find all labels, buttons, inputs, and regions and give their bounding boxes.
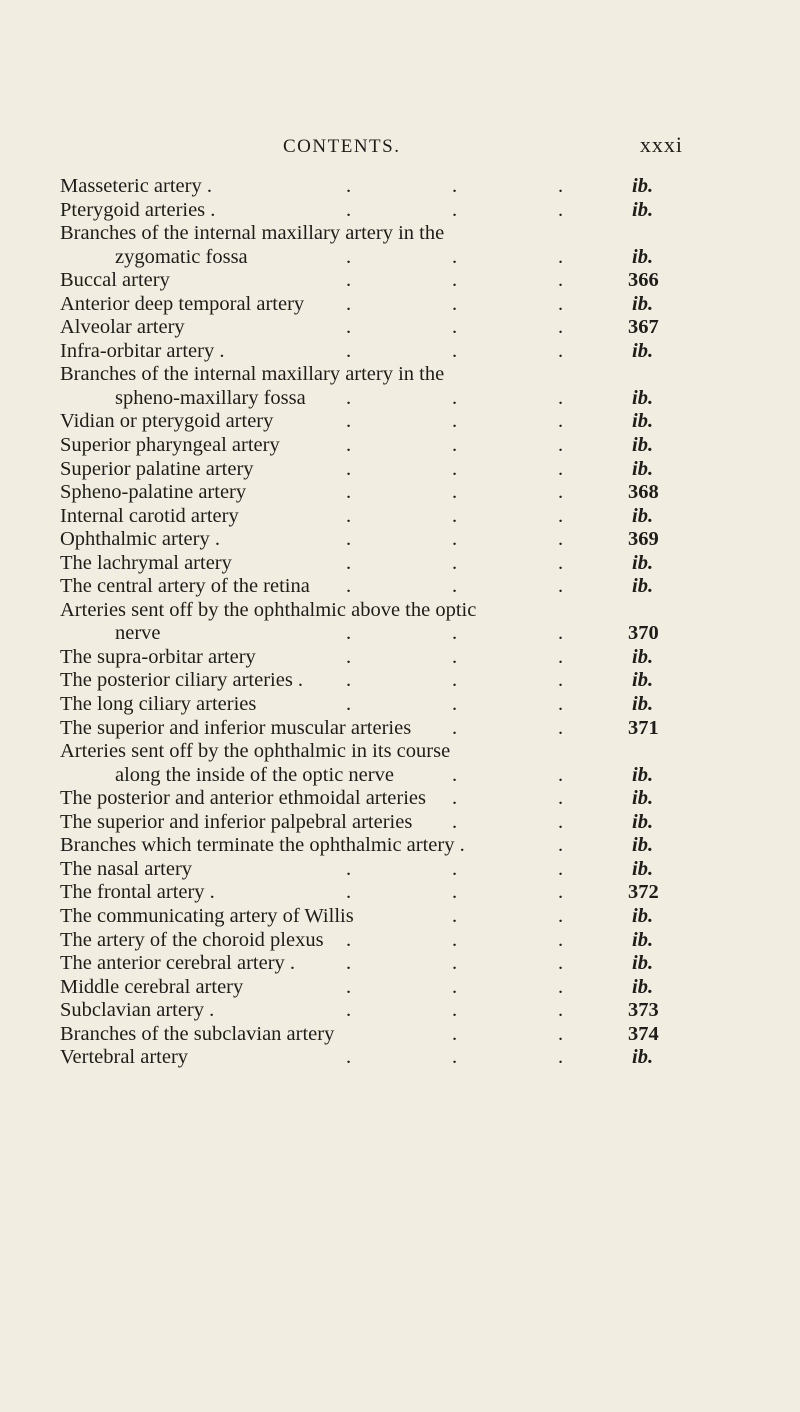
leader-dot: . <box>346 622 352 645</box>
leader-dot: . <box>452 175 458 197</box>
entry-page: ib. <box>632 292 654 315</box>
leader-dot: . <box>558 245 564 268</box>
leader-dot: . <box>346 669 352 692</box>
contents-entry <box>60 1023 690 1047</box>
entry-label: Masseteric artery . <box>60 175 212 197</box>
entry-page: 370 <box>628 622 659 645</box>
leader-dot: . <box>452 669 458 692</box>
leader-dot: . <box>558 504 564 527</box>
leader-dot: . <box>346 410 352 433</box>
contents-entry <box>60 175 690 199</box>
entry-label: The central artery of the retina <box>60 575 310 598</box>
leader-dot: . <box>558 693 564 716</box>
entry-page: ib. <box>632 410 654 433</box>
entry-page: ib. <box>632 339 654 362</box>
leader-dot: . <box>452 763 458 786</box>
entry-label: The superior and inferior muscular arteries <box>60 716 412 739</box>
leader-dot: . <box>452 551 458 574</box>
entry-page: ib. <box>632 763 654 786</box>
entry-page: ib. <box>632 669 654 692</box>
leader-dot: . <box>452 316 458 339</box>
leader-dot: . <box>346 269 352 292</box>
entry-label: The posterior ciliary arteries . <box>60 669 304 692</box>
entry-label: Spheno-palatine artery <box>60 481 247 504</box>
leader-dot: . <box>558 622 564 645</box>
leader-dot: . <box>452 622 458 645</box>
leader-dot: . <box>346 339 352 362</box>
leader-dot: . <box>452 528 458 551</box>
leader-dot: . <box>346 952 352 975</box>
leader-dot: . <box>558 481 564 504</box>
entry-page: 371 <box>628 716 659 739</box>
entry-page: ib. <box>632 834 654 857</box>
entry-page: ib. <box>632 175 654 197</box>
entry-label: Arteries sent off by the ophthalmic in its course <box>60 740 451 763</box>
leader-dot: . <box>558 292 564 315</box>
leader-dot: . <box>452 386 458 409</box>
entry-label: Vidian or pterygoid artery <box>60 410 274 433</box>
leader-dot: . <box>558 198 564 221</box>
entry-label: The supra-orbitar artery <box>60 645 256 668</box>
entry-label: Ophthalmic artery . <box>60 528 220 551</box>
entry-page: ib. <box>632 245 654 268</box>
contents-entry <box>60 340 690 364</box>
leader-dot: . <box>558 1046 564 1069</box>
leader-dot: . <box>452 928 458 951</box>
leader-dot: . <box>558 410 564 433</box>
entry-label: The artery of the choroid plexus <box>60 928 324 951</box>
entry-page: ib. <box>632 810 654 833</box>
entry-label: Anterior deep temporal artery <box>60 292 305 315</box>
entry-label: The communicating artery of Willis <box>60 904 354 927</box>
contents-entry <box>60 717 690 741</box>
leader-dot: . <box>452 904 458 927</box>
leader-dot: . <box>346 175 352 197</box>
entry-label: The posterior and anterior ethmoidal arteries <box>60 787 427 810</box>
entry-page: ib. <box>632 645 654 668</box>
contents-entry <box>60 764 690 788</box>
leader-dot: . <box>346 975 352 998</box>
leader-dot: . <box>452 434 458 457</box>
leader-dot: . <box>558 645 564 668</box>
entry-page: 374 <box>628 1022 659 1045</box>
entry-label: Buccal artery <box>60 269 170 292</box>
leader-dot: . <box>346 857 352 880</box>
entry-label: Alveolar artery <box>60 316 185 339</box>
entry-page: ib. <box>632 1046 654 1069</box>
contents-entry <box>60 669 690 693</box>
contents-entry <box>60 787 690 811</box>
entry-page: ib. <box>632 928 654 951</box>
entry-label: The superior and inferior palpebral arteries <box>60 810 413 833</box>
entry-label: The lachrymal artery <box>60 551 232 574</box>
leader-dot: . <box>346 1046 352 1069</box>
leader-dot: . <box>558 1022 564 1045</box>
contents-entry <box>60 199 690 223</box>
entry-page: 368 <box>628 481 659 504</box>
entry-page: ib. <box>632 434 654 457</box>
contents-entry <box>60 999 690 1023</box>
leader-dot: . <box>558 975 564 998</box>
entry-label: Subclavian artery . <box>60 999 215 1022</box>
leader-dot: . <box>558 857 564 880</box>
contents-entry <box>60 952 690 976</box>
entry-label: along the inside of the optic nerve <box>115 763 394 786</box>
leader-dot: . <box>452 410 458 433</box>
leader-dot: . <box>346 693 352 716</box>
leader-dot: . <box>558 457 564 480</box>
entry-page: ib. <box>632 857 654 880</box>
leader-dot: . <box>452 198 458 221</box>
leader-dot: . <box>346 928 352 951</box>
entry-label: The nasal artery <box>60 857 193 880</box>
leader-dot: . <box>452 504 458 527</box>
leader-dot: . <box>452 645 458 668</box>
leader-dot: . <box>346 316 352 339</box>
contents-entry <box>60 693 690 717</box>
leader-dot: . <box>558 434 564 457</box>
contents-entry <box>60 481 690 505</box>
leader-dot: . <box>452 999 458 1022</box>
contents-entry <box>60 858 690 882</box>
page-header <box>283 130 683 160</box>
contents-entry <box>60 458 690 482</box>
contents-entry <box>60 363 690 387</box>
contents-entry <box>60 552 690 576</box>
leader-dot: . <box>558 575 564 598</box>
running-title: CONTENTS. <box>283 136 401 157</box>
entry-label: Branches which terminate the ophthalmic artery . <box>60 834 465 857</box>
leader-dot: . <box>346 645 352 668</box>
contents-entry <box>60 881 690 905</box>
leader-dot: . <box>452 952 458 975</box>
leader-dot: . <box>452 810 458 833</box>
entry-label: Superior palatine artery <box>60 457 254 480</box>
contents-entry <box>60 929 690 953</box>
entry-label: Branches of the internal maxillary artery in the <box>60 222 445 245</box>
leader-dot: . <box>452 457 458 480</box>
entry-page: ib. <box>632 787 654 810</box>
leader-dot: . <box>452 269 458 292</box>
leader-dot: . <box>558 881 564 904</box>
leader-dot: . <box>346 999 352 1022</box>
leader-dot: . <box>452 975 458 998</box>
contents-entry <box>60 528 690 552</box>
contents-entry <box>60 1046 690 1070</box>
contents-entry <box>60 434 690 458</box>
leader-dot: . <box>346 481 352 504</box>
leader-dot: . <box>558 175 564 197</box>
contents-entry <box>60 293 690 317</box>
entry-page: ib. <box>632 575 654 598</box>
leader-dot: . <box>346 504 352 527</box>
leader-dot: . <box>452 481 458 504</box>
contents-entry <box>60 246 690 270</box>
leader-dot: . <box>452 857 458 880</box>
leader-dot: . <box>452 292 458 315</box>
leader-dot: . <box>346 434 352 457</box>
contents-entry <box>60 505 690 529</box>
leader-dot: . <box>452 1022 458 1045</box>
leader-dot: . <box>346 575 352 598</box>
entry-page: 372 <box>628 881 659 904</box>
contents-entry <box>60 740 690 764</box>
contents-entry <box>60 905 690 929</box>
leader-dot: . <box>558 339 564 362</box>
entry-page: ib. <box>632 198 654 221</box>
leader-dot: . <box>346 245 352 268</box>
entry-label: The frontal artery . <box>60 881 215 904</box>
leader-dot: . <box>452 787 458 810</box>
leader-dot: . <box>558 551 564 574</box>
entry-label: zygomatic fossa <box>115 245 248 268</box>
entry-page: ib. <box>632 551 654 574</box>
entry-page: ib. <box>632 693 654 716</box>
leader-dot: . <box>558 834 564 857</box>
entry-label: Arteries sent off by the ophthalmic above the optic <box>60 598 477 621</box>
entry-label: nerve <box>115 622 161 645</box>
contents-entry <box>60 269 690 293</box>
contents-entry <box>60 811 690 835</box>
leader-dot: . <box>452 245 458 268</box>
leader-dot: . <box>558 928 564 951</box>
contents-entry <box>60 646 690 670</box>
entry-label: Infra-orbitar artery . <box>60 339 225 362</box>
leader-dot: . <box>452 575 458 598</box>
leader-dot: . <box>346 528 352 551</box>
contents-entry <box>60 976 690 1000</box>
leader-dot: . <box>558 999 564 1022</box>
leader-dot: . <box>452 716 458 739</box>
entry-label: The long ciliary arteries <box>60 693 257 716</box>
contents-entry <box>60 410 690 434</box>
leader-dot: . <box>558 810 564 833</box>
entry-page: 366 <box>628 269 659 292</box>
entry-page: ib. <box>632 386 654 409</box>
leader-dot: . <box>452 1046 458 1069</box>
entry-page: 367 <box>628 316 659 339</box>
leader-dot: . <box>558 763 564 786</box>
leader-dot: . <box>452 339 458 362</box>
entry-page: ib. <box>632 975 654 998</box>
leader-dot: . <box>452 693 458 716</box>
entry-page: 369 <box>628 528 659 551</box>
contents-entry <box>60 222 690 246</box>
entry-label: Internal carotid artery <box>60 504 239 527</box>
leader-dot: . <box>558 316 564 339</box>
leader-dot: . <box>558 716 564 739</box>
contents-list <box>60 175 690 1070</box>
leader-dot: . <box>558 528 564 551</box>
leader-dot: . <box>346 198 352 221</box>
entry-label: spheno-maxillary fossa <box>115 386 306 409</box>
contents-entry <box>60 622 690 646</box>
page-number: xxxi <box>639 132 683 157</box>
entry-page: ib. <box>632 457 654 480</box>
leader-dot: . <box>558 904 564 927</box>
contents-entry <box>60 834 690 858</box>
entry-label: Vertebral artery <box>60 1046 189 1069</box>
leader-dot: . <box>558 952 564 975</box>
leader-dot: . <box>346 551 352 574</box>
entry-label: Middle cerebral artery <box>60 975 244 998</box>
leader-dot: . <box>346 386 352 409</box>
leader-dot: . <box>346 457 352 480</box>
leader-dot: . <box>346 881 352 904</box>
entry-label: Superior pharyngeal artery <box>60 434 280 457</box>
contents-entry <box>60 316 690 340</box>
entry-page: 373 <box>628 999 659 1022</box>
entry-page: ib. <box>632 504 654 527</box>
entry-label: Pterygoid arteries . <box>60 198 216 221</box>
entry-label: Branches of the subclavian artery <box>60 1022 335 1045</box>
entry-label: The anterior cerebral artery . <box>60 952 296 975</box>
leader-dot: . <box>558 386 564 409</box>
contents-entry <box>60 387 690 411</box>
contents-entry <box>60 599 690 623</box>
entry-label: Branches of the internal maxillary artery in the <box>60 363 445 386</box>
leader-dot: . <box>346 292 352 315</box>
leader-dot: . <box>452 881 458 904</box>
leader-dot: . <box>558 269 564 292</box>
contents-entry <box>60 575 690 599</box>
leader-dot: . <box>558 787 564 810</box>
entry-page: ib. <box>632 904 654 927</box>
entry-page: ib. <box>632 952 654 975</box>
leader-dot: . <box>558 669 564 692</box>
